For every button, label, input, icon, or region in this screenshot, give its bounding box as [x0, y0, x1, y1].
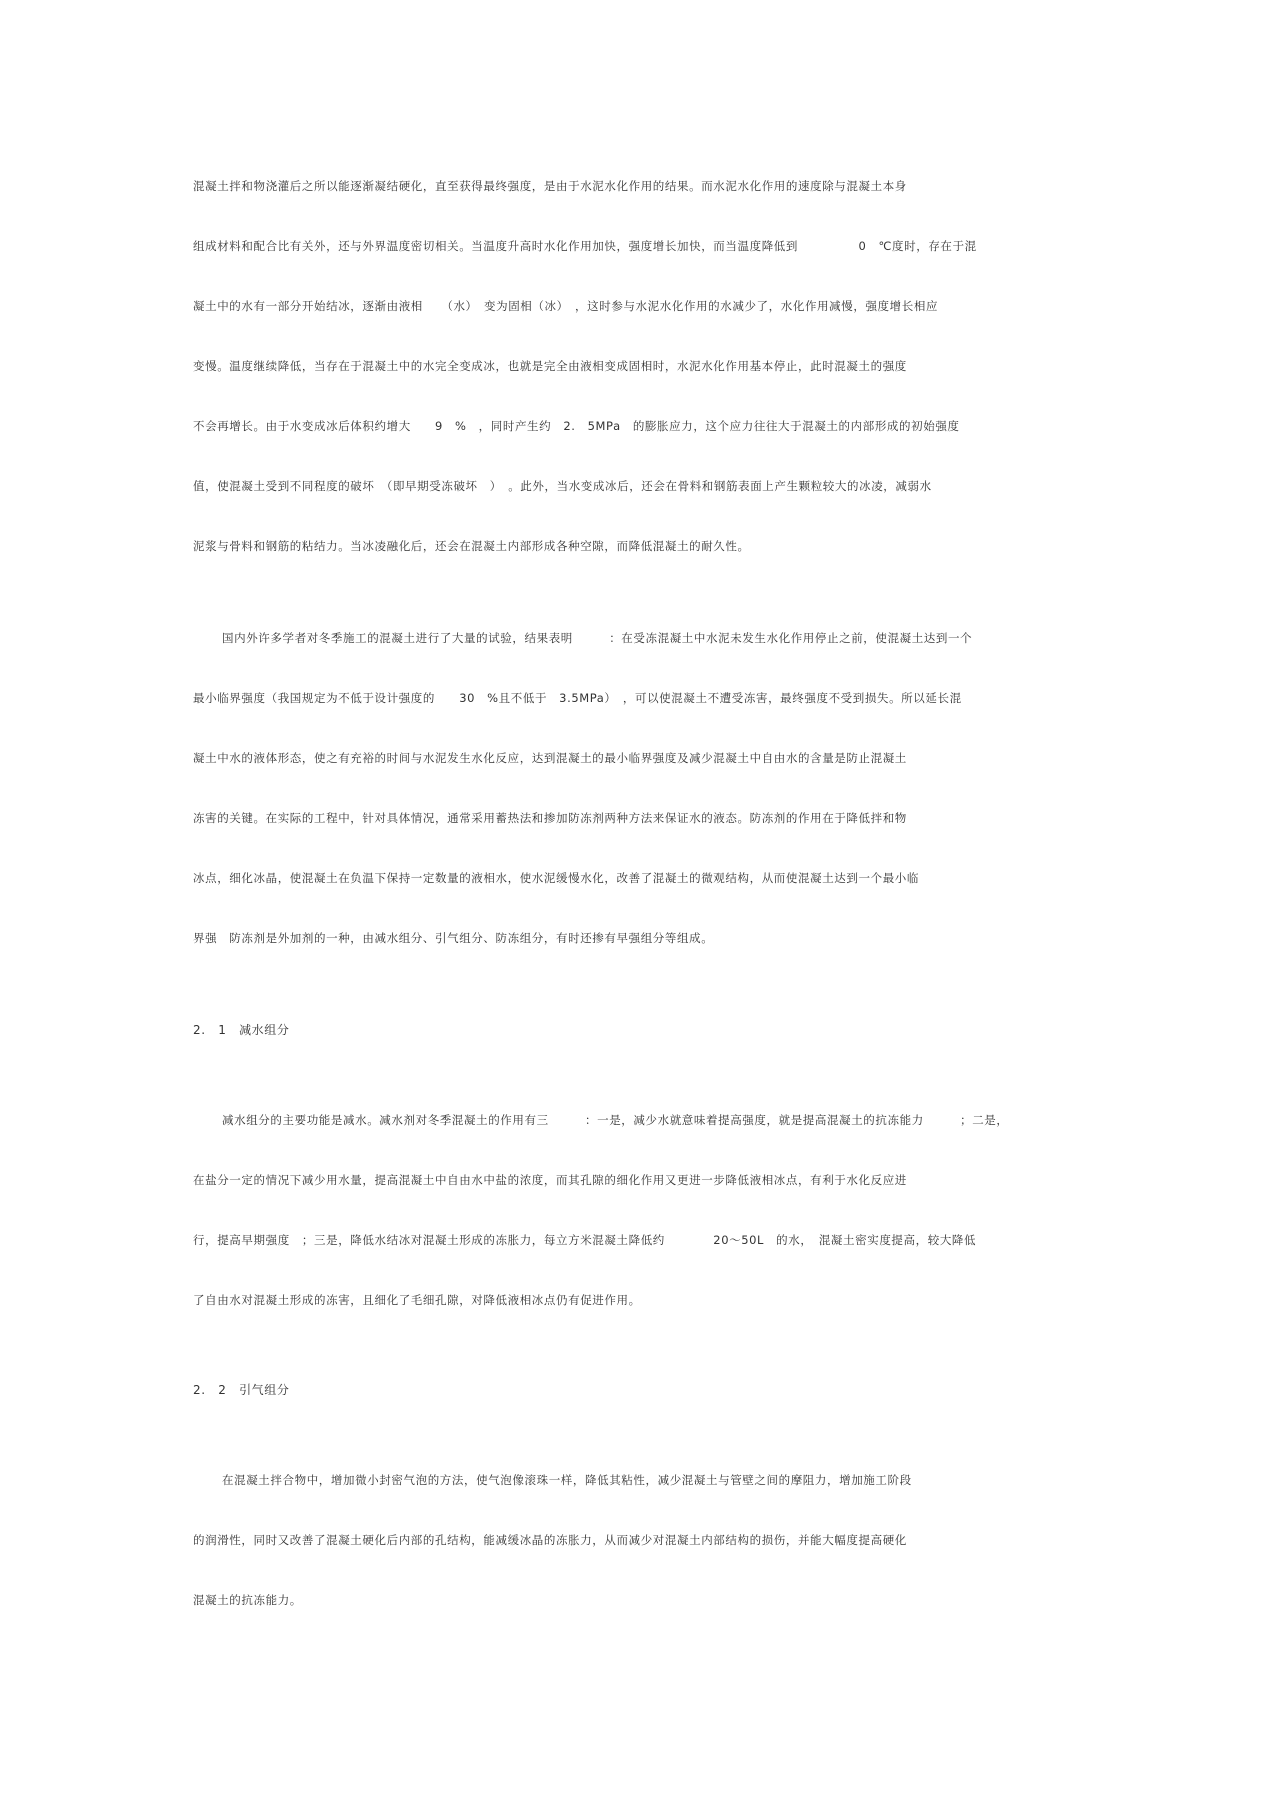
paragraph-line: 在盐分一定的情况下减少用水量，提高混凝土中自由水中盐的浓度，而其孔隙的细化作用又更进一步降低液相冰点，有利于水化反应进: [193, 1173, 907, 1187]
paragraph-line: 行，提高早期强度 ；三是，降低水结冰对混凝土形成的冻胀力，每立方米混凝土降低约 20～50L 的水， 混凝土密实度提高，较大降低: [193, 1233, 977, 1247]
paragraph-line: 凝土中水的液体形态，使之有充裕的时间与水泥发生水化反应，达到混凝土的最小临界强度及减少混凝土中自由水的含量是防止混凝土: [193, 751, 907, 765]
paragraph-line: 界强 防冻剂是外加剂的一种，由减水组分、引气组分、防冻组分，有时还掺有早强组分等组成。: [193, 931, 714, 945]
paragraph-line: 混凝土拌和物浇灌后之所以能逐渐凝结硬化，直至获得最终强度，是由于水泥水化作用的结果。而水泥水化作用的速度除与混凝土本身: [193, 179, 907, 193]
paragraph-line: 了自由水对混凝土形成的冻害，且细化了毛细孔隙，对降低液相冰点仍有促进作用。: [193, 1293, 641, 1307]
paragraph-line: 最小临界强度（我国规定为不低于设计强度的 30 %且不低于 3.5MPa） ，可以使混凝土不遭受冻害，最终强度不受到损失。所以延长混: [193, 691, 962, 705]
paragraph-line: 的润滑性，同时又改善了混凝土硬化后内部的孔结构，能减缓冰晶的冻胀力，从而减少对混凝土内部结构的损伤，并能大幅度提高硬化: [193, 1533, 907, 1547]
paragraph-line: 变慢。温度继续降低，当存在于混凝土中的水完全变成冰，也就是完全由液相变成固相时，水泥水化作用基本停止，此时混凝土的强度: [193, 359, 907, 373]
paragraph-line: 凝土中的水有一部分开始结冰，逐渐由液相 （水） 变为固相（冰） ，这时参与水泥水化作用的水减少了，水化作用减慢，强度增长相应: [193, 299, 939, 313]
paragraph-line: 值，使混凝土受到不同程度的破坏 （即早期受冻破坏 ） 。此外，当水变成冰后，还会在骨料和钢筋表面上产生颗粒较大的冰凌，减弱水: [193, 479, 932, 493]
paragraph-line: 冻害的关键。在实际的工程中，针对具体情况，通常采用蓄热法和掺加防冻剂两种方法来保证水的液态。防冻剂的作用在于降低拌和物: [193, 811, 907, 825]
section-heading: 2. 2 引气组分: [193, 1383, 290, 1397]
paragraph-line: 在混凝土拌合物中，增加微小封密气泡的方法，使气泡像滚珠一样，降低其粘性，减少混凝土与管壁之间的摩阻力，增加施工阶段: [222, 1473, 912, 1487]
paragraph-line: 组成材料和配合比有关外，还与外界温度密切相关。当温度升高时水化作用加快，强度增长加快，而当温度降低到 0 ℃度时，存在于混: [193, 239, 977, 253]
paragraph-line: 减水组分的主要功能是减水。减水剂对冬季混凝土的作用有三 ：一是，减少水就意味着提高强度，就是提高混凝土的抗冻能力 ；二是，: [222, 1113, 1009, 1127]
paragraph-line: 冰点，细化冰晶，使混凝土在负温下保持一定数量的液相水，使水泥缓慢水化，改善了混凝土的微观结构，从而使混凝土达到一个最小临: [193, 871, 919, 885]
paragraph-line: 不会再增长。由于水变成冰后体积约增大 9 % ，同时产生约 2. 5MPa 的膨胀应力，这个应力往往大于混凝土的内部形成的初始强度: [193, 419, 960, 433]
paragraph-line: 国内外许多学者对冬季施工的混凝土进行了大量的试验，结果表明 ：在受冻混凝土中水泥未发生水化作用停止之前，使混凝土达到一个: [222, 631, 973, 645]
section-heading: 2. 1 减水组分: [193, 1023, 290, 1037]
paragraph-line: 泥浆与骨料和钢筋的粘结力。当冰凌融化后，还会在混凝土内部形成各种空隙，而降低混凝土的耐久性。: [193, 539, 750, 553]
paragraph-line: 混凝土的抗冻能力。: [193, 1593, 302, 1607]
